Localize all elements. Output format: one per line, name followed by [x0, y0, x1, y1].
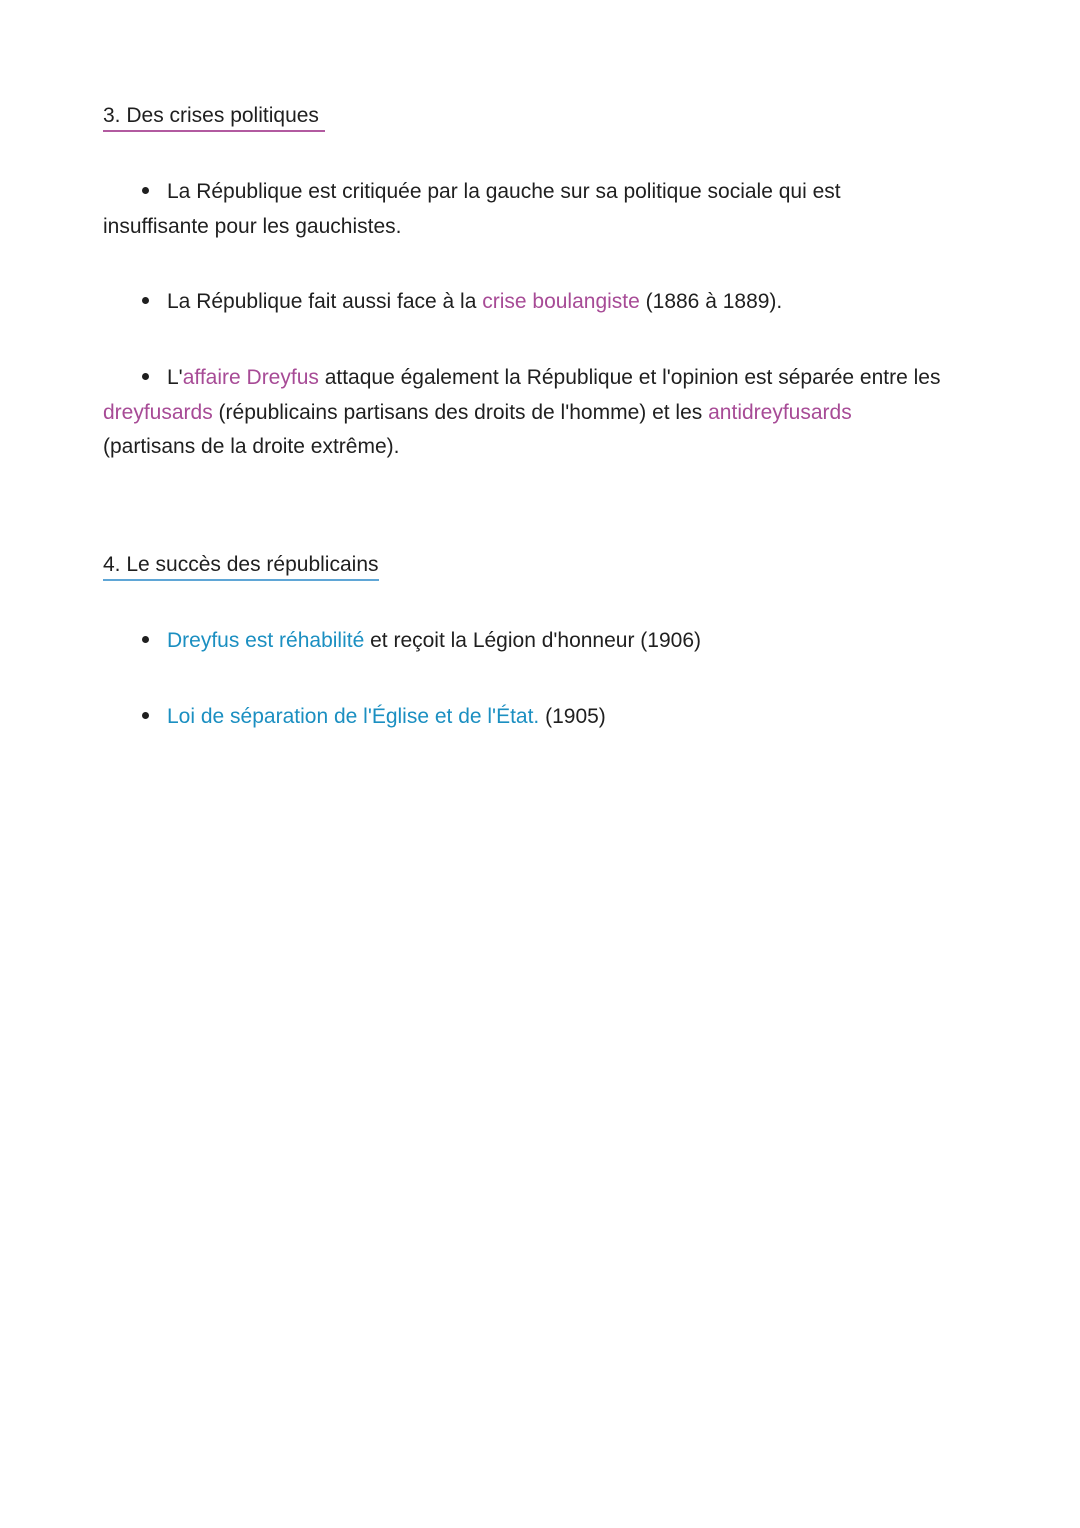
- bullet-icon: [103, 175, 167, 210]
- dreyfusards-highlight: dreyfusards: [103, 400, 213, 424]
- bullet-1-line-1: La République est critiquée par la gauche sur sa politique sociale qui est: [167, 180, 841, 203]
- bullet-1-line-2: insuffisante pour les gauchistes.: [103, 214, 402, 238]
- section-4-bullet-2: [103, 700, 983, 735]
- section-3-heading: 3. Des crises politiques: [103, 103, 325, 132]
- crise-boulangiste-highlight: crise boulangiste: [482, 290, 640, 313]
- section-4-bullet-1: [103, 624, 983, 659]
- bullet-icon: [103, 285, 167, 320]
- bullet-icon: [103, 624, 167, 659]
- bullet-2-after: (1886 à 1889).: [639, 290, 783, 313]
- bullet-icon: [103, 700, 167, 735]
- section-3-bullet-2: [103, 285, 983, 320]
- antidreyfusards-highlight: antidreyfusards: [708, 400, 852, 424]
- section-3-bullet-3: [103, 361, 983, 465]
- section-3-bullet-1: [103, 175, 983, 244]
- dreyfus-rehabilite-highlight: Dreyfus est réhabilité: [167, 629, 365, 652]
- bullet-3-middle-2: (républicains partisans des droits de l'homme) et les: [212, 400, 709, 424]
- section-4-bullet-2-after: (1905): [539, 705, 606, 728]
- bullet-3-line-3: (partisans de la droite extrême).: [103, 435, 400, 458]
- bullet-icon: [103, 361, 167, 396]
- affaire-dreyfus-highlight: affaire Dreyfus: [182, 366, 319, 389]
- bullet-2-before: La République fait aussi face à la: [167, 290, 483, 313]
- loi-separation-highlight: Loi de séparation de l'Église et de l'État.: [167, 705, 540, 728]
- bullet-3-middle-1: attaque également la République et l'opinion est séparée entre les: [318, 366, 941, 389]
- bullet-3-before: L': [167, 366, 183, 389]
- section-4-bullet-1-after: et reçoit la Légion d'honneur (1906): [364, 629, 702, 652]
- section-4-heading: 4. Le succès des républicains: [103, 552, 379, 581]
